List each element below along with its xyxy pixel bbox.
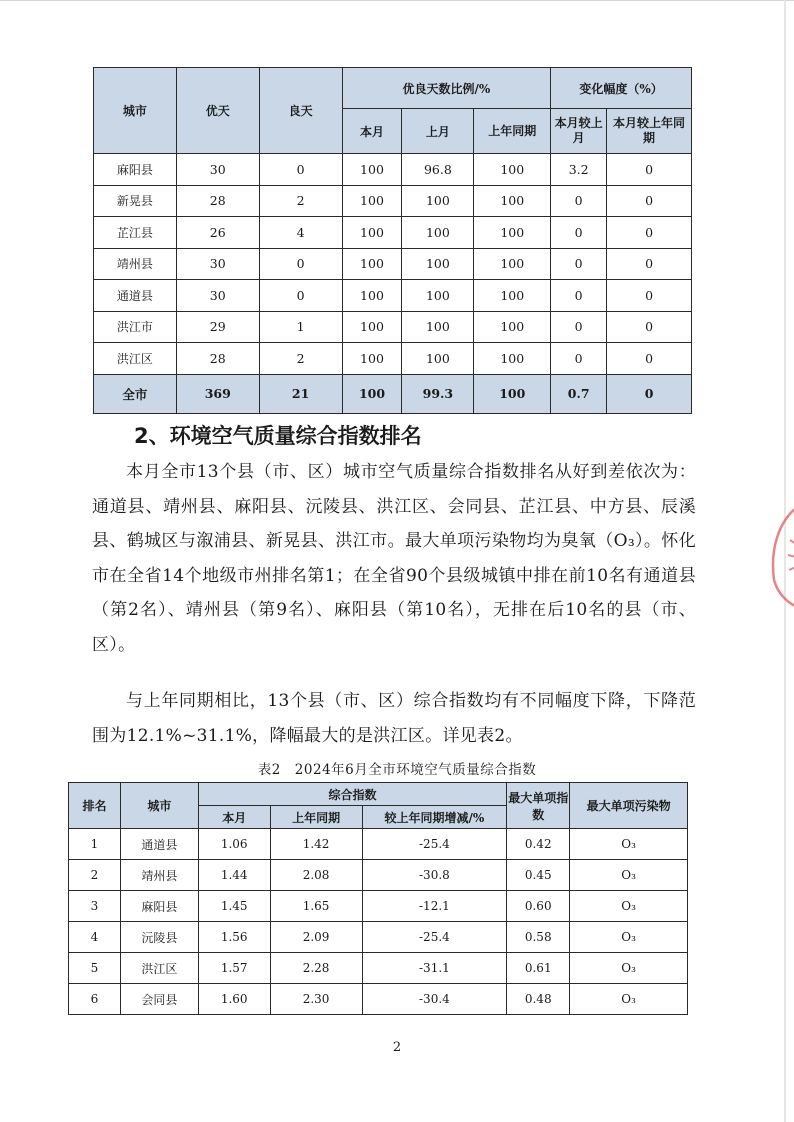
comparison-paragraph: 与上年同期相比，13个县（市、区）综合指数均有不同幅度下降，下降范围为12.1%~31.1%，降幅最大的是洪江区。详见表2。 bbox=[92, 691, 696, 746]
header-change-pct: 较上年同期增减/% bbox=[362, 806, 507, 829]
cell-index-this-month: 1.57 bbox=[198, 953, 270, 984]
page-number: 2 bbox=[392, 1040, 402, 1055]
cell-city: 洪江市 bbox=[94, 311, 177, 343]
table-row bbox=[94, 248, 692, 280]
table-row bbox=[69, 860, 688, 891]
cell-index-last-year: 2.28 bbox=[270, 953, 362, 984]
cell-ratio-this-month: 100 bbox=[342, 217, 402, 249]
cell-city: 通道县 bbox=[120, 829, 198, 860]
table-row bbox=[94, 217, 692, 249]
cell-city: 全市 bbox=[94, 374, 177, 413]
cell-city: 会同县 bbox=[120, 984, 198, 1015]
cell-rank: 6 bbox=[69, 984, 121, 1015]
cell-city: 新晃县 bbox=[94, 185, 177, 217]
cell-excellent-days: 30 bbox=[176, 280, 259, 312]
table-row bbox=[69, 984, 688, 1015]
cell-ratio-last-month: 99.3 bbox=[402, 374, 474, 413]
cell-max-single-index: 0.48 bbox=[507, 984, 570, 1015]
cell-excellent-days: 30 bbox=[176, 248, 259, 280]
cell-excellent-days: 29 bbox=[176, 311, 259, 343]
cell-excellent-days: 28 bbox=[176, 343, 259, 375]
cell-index-this-month: 1.56 bbox=[198, 922, 270, 953]
cell-index-this-month: 1.44 bbox=[198, 860, 270, 891]
cell-max-pollutant: O₃ bbox=[570, 922, 688, 953]
cell-good-days: 2 bbox=[259, 343, 342, 375]
table-row bbox=[69, 922, 688, 953]
cell-good-days: 2 bbox=[259, 185, 342, 217]
table-row bbox=[69, 891, 688, 922]
cell-excellent-days: 30 bbox=[176, 154, 259, 186]
cell-rank: 3 bbox=[69, 891, 121, 922]
cell-city: 芷江县 bbox=[94, 217, 177, 249]
cell-change-vs-month: 0.7 bbox=[551, 374, 607, 413]
cell-excellent-days: 28 bbox=[176, 185, 259, 217]
cell-ratio-last-year: 100 bbox=[474, 311, 551, 343]
cell-max-pollutant: O₃ bbox=[570, 953, 688, 984]
cell-index-change: -25.4 bbox=[362, 922, 507, 953]
cell-ratio-last-year: 100 bbox=[474, 185, 551, 217]
header-change-group: 变化幅度（%） bbox=[551, 68, 692, 109]
cell-ratio-last-month: 100 bbox=[402, 311, 474, 343]
cell-ratio-this-month: 100 bbox=[342, 154, 402, 186]
cell-excellent-days: 26 bbox=[176, 217, 259, 249]
cell-max-pollutant: O₃ bbox=[570, 984, 688, 1015]
cell-index-change: -31.1 bbox=[362, 953, 507, 984]
composite-index-table bbox=[68, 782, 688, 1015]
header-last-month: 上月 bbox=[402, 109, 474, 154]
cell-rank: 2 bbox=[69, 860, 121, 891]
cell-excellent-days: 369 bbox=[176, 374, 259, 413]
cell-index-change: -12.1 bbox=[362, 891, 507, 922]
table2-body bbox=[69, 829, 688, 1015]
table-row bbox=[94, 311, 692, 343]
cell-index-this-month: 1.60 bbox=[198, 984, 270, 1015]
table2-caption: 表2 2024年6月全市环境空气质量综合指数 bbox=[257, 762, 537, 778]
cell-ratio-last-month: 100 bbox=[402, 280, 474, 312]
header-max-pollutant: 最大单项污染物 bbox=[570, 783, 688, 829]
cell-ratio-last-year: 100 bbox=[474, 280, 551, 312]
cell-index-last-year: 1.65 bbox=[270, 891, 362, 922]
cell-city: 通道县 bbox=[94, 280, 177, 312]
header-excellent-days: 优天 bbox=[176, 68, 259, 154]
cell-max-pollutant: O₃ bbox=[570, 891, 688, 922]
cell-change-vs-month: 0 bbox=[551, 280, 607, 312]
cell-max-pollutant: O₃ bbox=[570, 829, 688, 860]
header-vs-last-year: 本月较上年同期 bbox=[607, 109, 692, 154]
cell-ratio-last-year: 100 bbox=[474, 374, 551, 413]
cell-ratio-this-month: 100 bbox=[342, 280, 402, 312]
cell-city: 靖州县 bbox=[94, 248, 177, 280]
cell-city: 洪江区 bbox=[120, 953, 198, 984]
header-this-month: 本月 bbox=[198, 806, 270, 829]
cell-change-vs-month: 0 bbox=[551, 248, 607, 280]
header-city: 城市 bbox=[120, 783, 198, 829]
table-row bbox=[69, 953, 688, 984]
cell-max-single-index: 0.60 bbox=[507, 891, 570, 922]
cell-good-days: 4 bbox=[259, 217, 342, 249]
good-days-table bbox=[93, 67, 692, 414]
cell-rank: 4 bbox=[69, 922, 121, 953]
cell-index-last-year: 1.42 bbox=[270, 829, 362, 860]
cell-change-vs-year: 0 bbox=[607, 311, 692, 343]
cell-change-vs-month: 0 bbox=[551, 185, 607, 217]
cell-index-change: -30.8 bbox=[362, 860, 507, 891]
header-index-group: 综合指数 bbox=[198, 783, 507, 806]
cell-change-vs-year: 0 bbox=[607, 154, 692, 186]
cell-ratio-last-month: 100 bbox=[402, 343, 474, 375]
table1-body bbox=[94, 154, 692, 414]
cell-ratio-this-month: 100 bbox=[342, 311, 402, 343]
cell-ratio-last-year: 100 bbox=[474, 343, 551, 375]
cell-rank: 5 bbox=[69, 953, 121, 984]
header-this-month: 本月 bbox=[342, 109, 402, 154]
cell-index-change: -30.4 bbox=[362, 984, 507, 1015]
ranking-paragraph: 本月全市13个县（市、区）城市空气质量综合指数排名从好到差依次为：通道县、靖州县、麻阳县、沅陵县、洪江区、会同县、芷江县、中方县、辰溪县、鹤城区与溆浦县、新晃县、洪江市。最大单项污染物均为臭氧（O₃）。怀化市在全省14个地级市州排名第1；在全省90个县级城镇中排在前10名有通道县（第2名）、靖州县（第9名）、麻阳县（第10名），无排在后10名的县（市、区）。 bbox=[92, 462, 696, 655]
cell-change-vs-year: 0 bbox=[607, 280, 692, 312]
cell-max-single-index: 0.61 bbox=[507, 953, 570, 984]
cell-change-vs-year: 0 bbox=[607, 374, 692, 413]
cell-change-vs-year: 0 bbox=[607, 217, 692, 249]
header-vs-last-month: 本月较上月 bbox=[551, 109, 607, 154]
header-last-year-same: 上年同期 bbox=[474, 109, 551, 154]
cell-ratio-this-month: 100 bbox=[342, 343, 402, 375]
cell-change-vs-year: 0 bbox=[607, 248, 692, 280]
seal-stamp-fragment bbox=[760, 500, 794, 610]
cell-ratio-last-month: 100 bbox=[402, 185, 474, 217]
cell-max-single-index: 0.58 bbox=[507, 922, 570, 953]
cell-ratio-last-month: 100 bbox=[402, 217, 474, 249]
header-last-year-same: 上年同期 bbox=[270, 806, 362, 829]
cell-index-last-year: 2.08 bbox=[270, 860, 362, 891]
cell-change-vs-month: 3.2 bbox=[551, 154, 607, 186]
table-row-total bbox=[94, 374, 692, 413]
cell-good-days: 0 bbox=[259, 154, 342, 186]
cell-ratio-this-month: 100 bbox=[342, 185, 402, 217]
cell-change-vs-month: 0 bbox=[551, 343, 607, 375]
table-row bbox=[94, 343, 692, 375]
cell-ratio-last-year: 100 bbox=[474, 154, 551, 186]
cell-city: 麻阳县 bbox=[120, 891, 198, 922]
cell-ratio-last-month: 96.8 bbox=[402, 154, 474, 186]
cell-city: 靖州县 bbox=[120, 860, 198, 891]
cell-index-this-month: 1.06 bbox=[198, 829, 270, 860]
page-edge bbox=[0, 0, 794, 1]
section-heading: 2、环境空气质量综合指数排名 bbox=[134, 424, 422, 448]
cell-good-days: 1 bbox=[259, 311, 342, 343]
header-max-single-index: 最大单项指数 bbox=[507, 783, 570, 829]
header-city: 城市 bbox=[94, 68, 177, 154]
cell-change-vs-month: 0 bbox=[551, 217, 607, 249]
table-row bbox=[94, 185, 692, 217]
header-rank: 排名 bbox=[69, 783, 121, 829]
cell-index-last-year: 2.30 bbox=[270, 984, 362, 1015]
cell-index-this-month: 1.45 bbox=[198, 891, 270, 922]
table-row bbox=[94, 154, 692, 186]
cell-index-last-year: 2.09 bbox=[270, 922, 362, 953]
cell-change-vs-year: 0 bbox=[607, 343, 692, 375]
cell-max-pollutant: O₃ bbox=[570, 860, 688, 891]
cell-max-single-index: 0.42 bbox=[507, 829, 570, 860]
cell-ratio-last-month: 100 bbox=[402, 248, 474, 280]
table-row bbox=[94, 280, 692, 312]
cell-ratio-last-year: 100 bbox=[474, 248, 551, 280]
cell-ratio-last-year: 100 bbox=[474, 217, 551, 249]
cell-max-single-index: 0.45 bbox=[507, 860, 570, 891]
header-good-days: 良天 bbox=[259, 68, 342, 154]
cell-city: 洪江区 bbox=[94, 343, 177, 375]
table-row bbox=[69, 829, 688, 860]
cell-index-change: -25.4 bbox=[362, 829, 507, 860]
cell-rank: 1 bbox=[69, 829, 121, 860]
cell-change-vs-year: 0 bbox=[607, 185, 692, 217]
cell-city: 沅陵县 bbox=[120, 922, 198, 953]
cell-city: 麻阳县 bbox=[94, 154, 177, 186]
cell-good-days: 0 bbox=[259, 248, 342, 280]
cell-ratio-this-month: 100 bbox=[342, 248, 402, 280]
cell-change-vs-month: 0 bbox=[551, 311, 607, 343]
cell-good-days: 21 bbox=[259, 374, 342, 413]
cell-ratio-this-month: 100 bbox=[342, 374, 402, 413]
header-ratio-group: 优良天数比例/% bbox=[342, 68, 551, 109]
cell-good-days: 0 bbox=[259, 280, 342, 312]
